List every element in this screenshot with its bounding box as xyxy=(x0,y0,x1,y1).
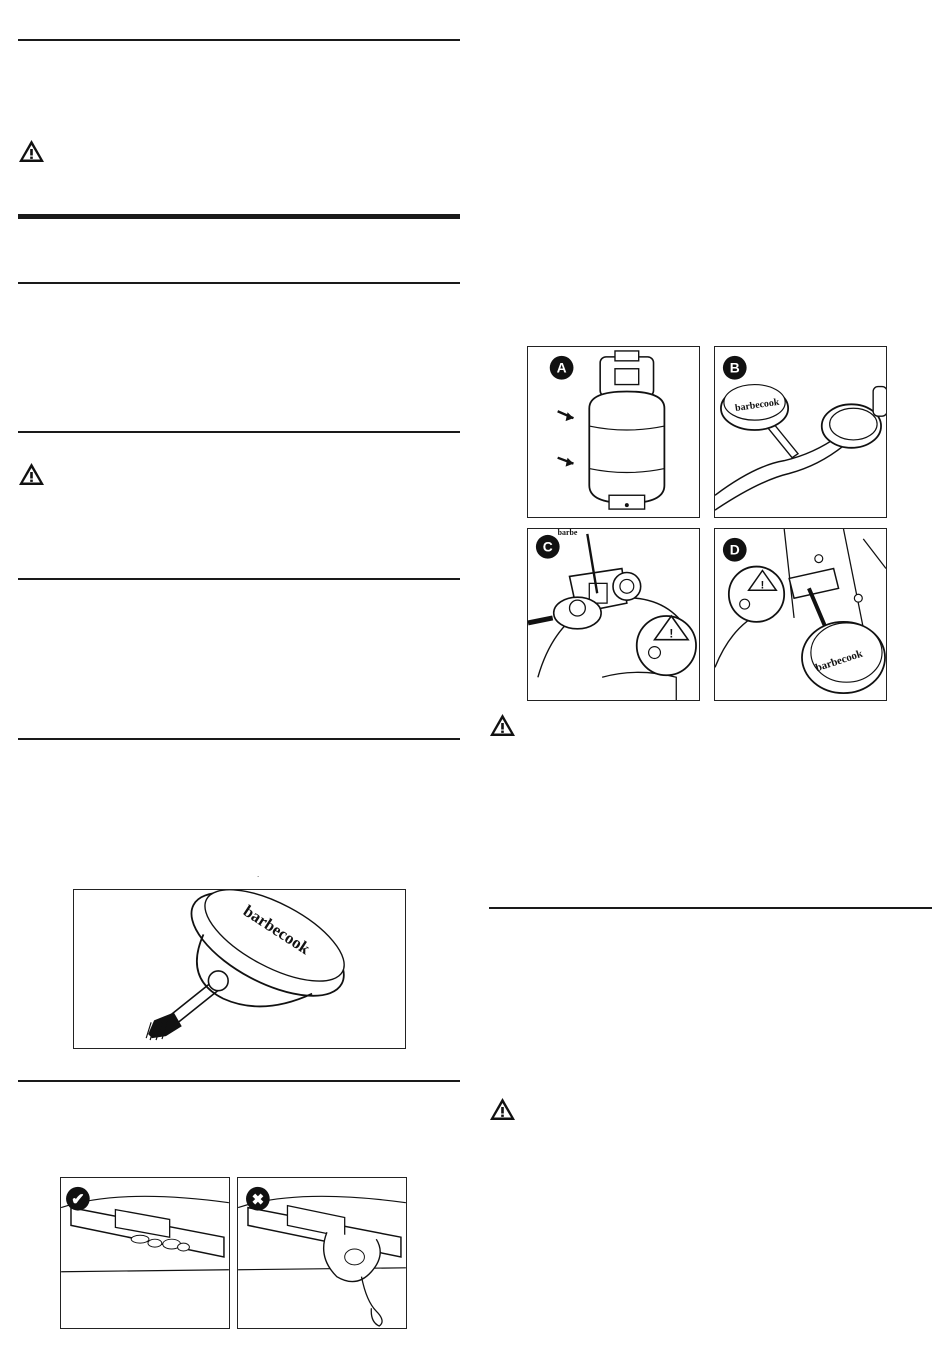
panel-label: B xyxy=(729,359,740,376)
brand-label: barbecook xyxy=(814,647,865,675)
section-rule xyxy=(18,738,460,740)
warning-mark: ! xyxy=(669,626,674,641)
brush-figure xyxy=(73,889,406,1049)
hose-correct-figure xyxy=(60,1177,230,1329)
panel-b-figure xyxy=(714,346,887,518)
gas-cylinder-icon xyxy=(528,347,699,517)
panel-a-figure xyxy=(527,346,700,518)
panel-label: A xyxy=(556,359,567,376)
section-rule xyxy=(18,578,460,580)
section-rule xyxy=(18,282,460,284)
section-rule xyxy=(489,907,932,909)
burner-connection-icon xyxy=(715,529,886,700)
check-icon: ✔ xyxy=(71,1191,85,1209)
stray-mark: . xyxy=(257,870,260,879)
chapter-rule xyxy=(18,214,460,219)
warning-triangle-icon xyxy=(18,462,45,486)
warning-mark: ! xyxy=(760,579,765,592)
section-rule xyxy=(18,39,460,41)
brush-applicator-icon xyxy=(74,890,405,1048)
section-rule xyxy=(18,431,460,433)
panel-d-figure xyxy=(714,528,887,701)
brand-label: barbecook xyxy=(239,901,314,959)
warning-triangle-icon xyxy=(18,139,45,163)
warning-triangle-icon xyxy=(489,713,516,737)
brand-label: barbe xyxy=(557,529,578,537)
warning-triangle-icon xyxy=(489,1097,516,1121)
brand-label: barbecook xyxy=(734,396,780,414)
panel-label: C xyxy=(542,538,553,555)
regulator-valve-icon xyxy=(528,529,699,700)
section-rule xyxy=(18,1080,460,1082)
cross-icon: ✖ xyxy=(251,1192,265,1209)
panel-c-figure xyxy=(527,528,700,701)
hose-incorrect-figure xyxy=(237,1177,407,1329)
brush-applicator-icon xyxy=(715,347,886,517)
panel-label: D xyxy=(729,541,740,558)
